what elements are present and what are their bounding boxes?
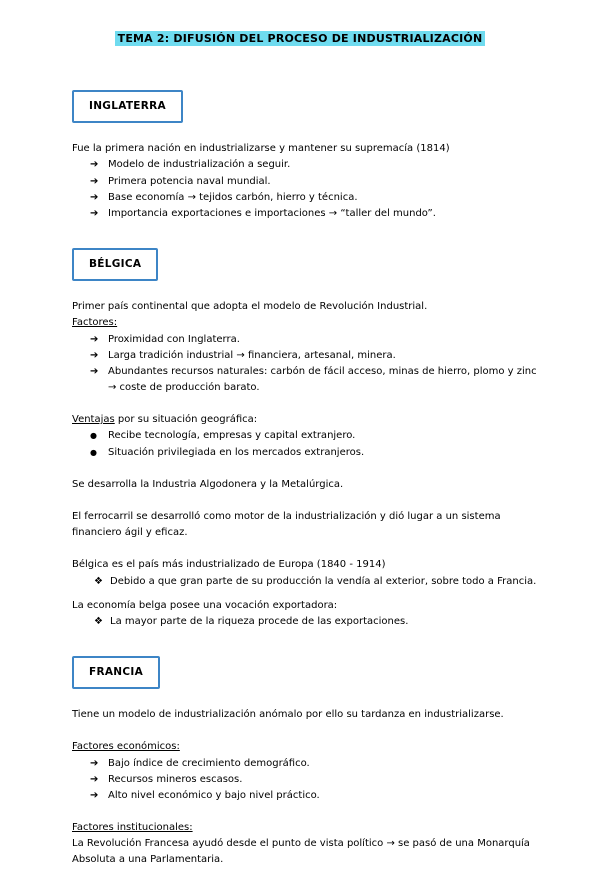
- heading-rest: por su situación geográfica:: [114, 414, 258, 426]
- list-item-text: Bajo índice de crecimiento demográfico.: [108, 757, 310, 769]
- diamond-bullet-icon: ❖: [94, 615, 103, 627]
- list-item-text: Recursos mineros escasos.: [108, 773, 243, 785]
- list-item: [72, 614, 544, 630]
- list-item-text: Abundantes recursos naturales: carbón de fácil acceso, minas de hierro, plomo y zinc → coste de producción barato.: [108, 365, 537, 394]
- underlined-label: Factores:: [72, 317, 118, 329]
- belgica-ventajas-list: [72, 428, 544, 460]
- list-item: [72, 788, 544, 804]
- francia-institucionales-label: [72, 820, 544, 836]
- section-header-row-francia: [72, 656, 544, 689]
- list-item-text: Base economía → tejidos carbón, hierro y técnica.: [108, 191, 358, 203]
- belgica-ventajas-heading: [72, 412, 544, 428]
- list-item: [72, 445, 544, 461]
- inglaterra-intro: Fue la primera nación en industrializarse y mantener su supremacía (1814): [72, 143, 450, 155]
- section-header-belgica: BÉLGICA: [72, 248, 158, 281]
- arrow-bullet-icon: ➔: [90, 333, 99, 345]
- arrow-bullet-icon: ➔: [90, 365, 99, 377]
- list-item-text: Proximidad con Inglaterra.: [108, 333, 240, 345]
- belgica-intro: Primer país continental que adopta el modelo de Revolución Industrial.: [72, 301, 428, 313]
- section-header-francia: FRANCIA: [72, 656, 160, 689]
- list-item: [72, 157, 544, 173]
- list-item-text: Debido a que gran parte de su producción la vendía al exterior, sobre todo a Francia.: [110, 575, 537, 587]
- list-item: [72, 174, 544, 190]
- section-header-inglaterra: INGLATERRA: [72, 90, 183, 123]
- belgica-para-industrializado: Bélgica es el país más industrializado de Europa (1840 - 1914): [72, 559, 386, 571]
- list-item-text: La mayor parte de la riqueza procede de las exportaciones.: [110, 615, 409, 627]
- francia-economicos-list: [72, 756, 544, 805]
- arrow-bullet-icon: ➔: [90, 175, 99, 187]
- arrow-bullet-icon: ➔: [90, 349, 99, 361]
- list-item: [72, 364, 544, 396]
- underlined-label: Ventajas: [72, 414, 115, 426]
- list-item-text: Importancia exportaciones e importaciones → “taller del mundo”.: [108, 207, 436, 219]
- list-item: [72, 332, 544, 348]
- list-item: [72, 206, 544, 222]
- belgica-vocacion-list: [72, 614, 544, 630]
- list-item: [72, 574, 544, 590]
- arrow-bullet-icon: ➔: [90, 773, 99, 785]
- arrow-bullet-icon: ➔: [90, 789, 99, 801]
- list-item: [72, 772, 544, 788]
- belgica-industrializado-list: [72, 574, 544, 590]
- belgica-para-vocacion: La economía belga posee una vocación exportadora:: [72, 599, 338, 611]
- list-item-text: Larga tradición industrial → financiera, artesanal, minera.: [108, 349, 396, 361]
- francia-economicos-label: [72, 739, 544, 755]
- belgica-factores-label: [72, 315, 544, 331]
- section-header-row-inglaterra: [72, 90, 544, 123]
- list-item-text: Alto nivel económico y bajo nivel práctico.: [108, 789, 320, 801]
- belgica-para-ferrocarril: El ferrocarril se desarrolló como motor de la industrialización y dió lugar a un sistema financiero ágil y eficaz.: [72, 511, 501, 539]
- list-item: [72, 428, 544, 444]
- underlined-label: Factores económicos:: [72, 741, 180, 753]
- arrow-bullet-icon: ➔: [90, 159, 99, 171]
- diamond-bullet-icon: ❖: [94, 575, 103, 587]
- list-item-text: Recibe tecnología, empresas y capital extranjero.: [108, 430, 356, 442]
- arrow-bullet-icon: ➔: [90, 207, 99, 219]
- dot-bullet-icon: ●: [90, 447, 97, 457]
- list-item-text: Situación privilegiada en los mercados extranjeros.: [108, 446, 365, 458]
- title-row: [72, 30, 528, 48]
- section-header-row-belgica: [72, 248, 544, 281]
- arrow-bullet-icon: ➔: [90, 757, 99, 769]
- list-item: [72, 190, 544, 206]
- arrow-bullet-icon: ➔: [90, 191, 99, 203]
- page-title: TEMA 2: DIFUSIÓN DEL PROCESO DE INDUSTRIALIZACIÓN: [115, 31, 486, 46]
- underlined-label: Factores institucionales:: [72, 822, 193, 834]
- belgica-para-algodonera: Se desarrolla la Industria Algodonera y la Metalúrgica.: [72, 478, 344, 490]
- francia-institucionales-text: La Revolución Francesa ayudó desde el punto de vista político → se pasó de una Monarquía Absoluta a una Parlamentaria.: [72, 838, 530, 866]
- francia-intro: Tiene un modelo de industrialización anómalo por ello su tardanza en industrializarse.: [72, 709, 504, 721]
- dot-bullet-icon: ●: [90, 431, 97, 441]
- list-item: [72, 756, 544, 772]
- list-item: [72, 348, 544, 364]
- belgica-factores-list: [72, 332, 544, 397]
- list-item-text: Modelo de industrialización a seguir.: [108, 159, 291, 171]
- list-item-text: Primera potencia naval mundial.: [108, 175, 271, 187]
- inglaterra-list: [72, 157, 544, 222]
